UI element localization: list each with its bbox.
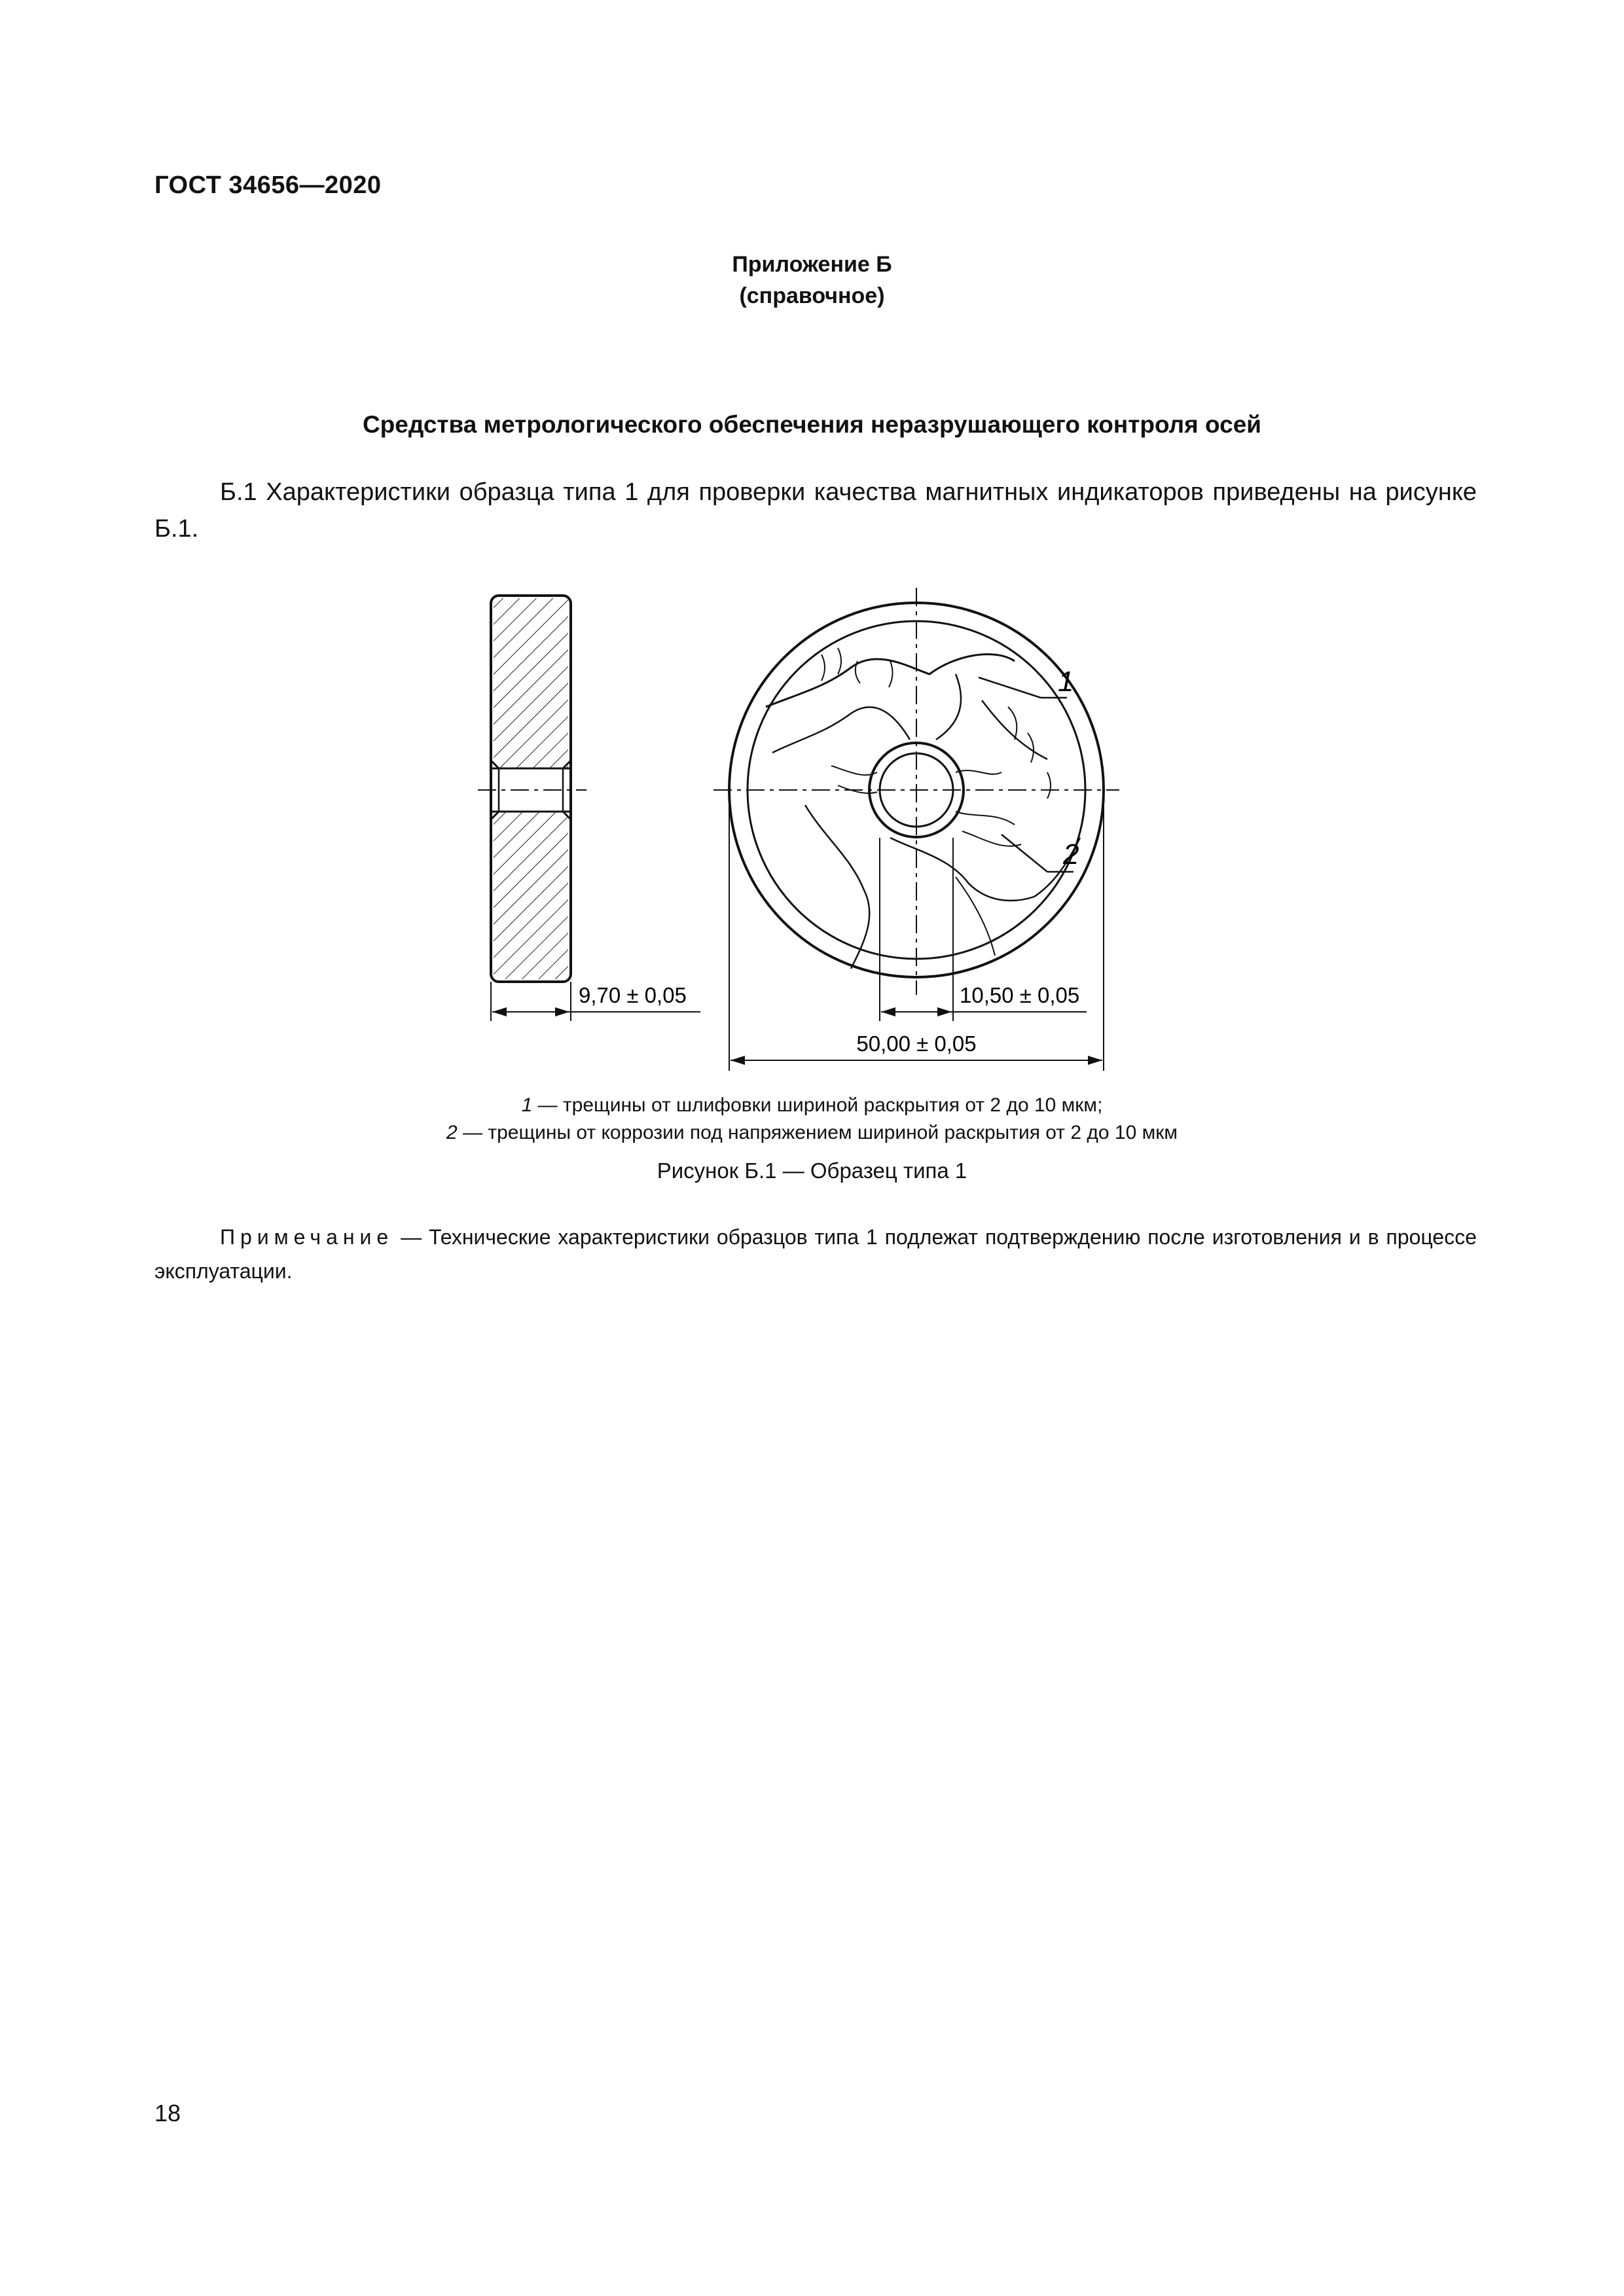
annex-subtitle: (справочное)	[739, 283, 885, 308]
section-title: Средства метрологического обеспечения неразрушающего контроля осей	[362, 411, 1262, 438]
note-label: Примечание	[220, 1225, 394, 1249]
annex-heading	[0, 249, 1624, 312]
legend-text: — трещины от шлифовки шириной раскрытия от 2 до 10 мкм;	[532, 1094, 1103, 1116]
legend-item	[0, 1092, 1624, 1119]
technical-drawing	[458, 576, 1178, 1086]
figure-legend	[0, 1092, 1624, 1147]
page-number: 18	[154, 2100, 181, 2126]
legend-number: 2	[446, 1122, 458, 1143]
legend-number: 1	[521, 1094, 533, 1116]
figure-caption: Рисунок Б.1 — Образец типа 1	[657, 1158, 967, 1183]
callout-2: 2	[1063, 838, 1079, 870]
legend-text: — трещины от коррозии под напряжением шириной раскрытия от 2 до 10 мкм	[457, 1122, 1178, 1143]
dimension-diameter	[729, 798, 1104, 1071]
dim-diameter-label: 50,00 ± 0,05	[856, 1031, 977, 1056]
note	[154, 1220, 1477, 1288]
annex-title: Приложение Б	[732, 252, 892, 277]
standard-header: ГОСТ 34656—2020	[154, 171, 382, 199]
callout-1: 1	[1058, 666, 1074, 698]
dim-bore-label: 10,50 ± 0,05	[960, 983, 1080, 1007]
front-view	[713, 588, 1119, 995]
dim-thickness-label: 9,70 ± 0,05	[579, 983, 687, 1007]
note-text: — Технические характеристики образцов типа 1 подлежат подтверждению после изготовления и в процессе эксплуатации.	[154, 1225, 1477, 1283]
section-view	[478, 596, 586, 982]
paragraph-b1: Б.1 Характеристики образца типа 1 для проверки качества магнитных индикаторов приведены на рисунке Б.1.	[154, 478, 1477, 543]
legend-item	[0, 1119, 1624, 1147]
figure-b1	[458, 576, 1178, 1086]
